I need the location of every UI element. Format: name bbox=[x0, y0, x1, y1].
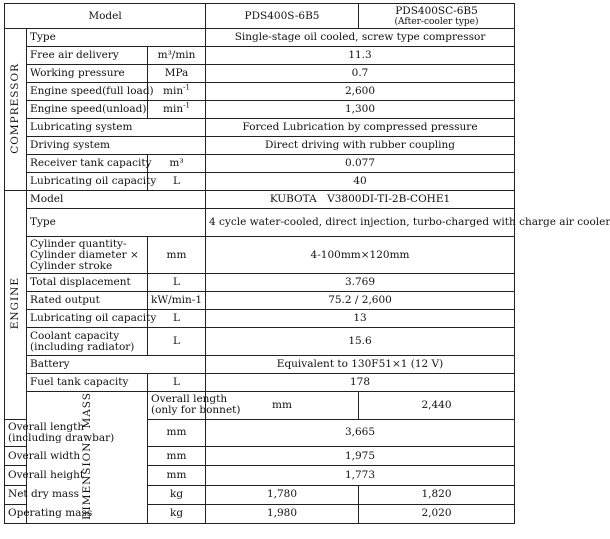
height-value: 1,773 bbox=[206, 466, 515, 485]
displacement-value: 3.769 bbox=[206, 274, 515, 292]
engine-oil-label: Lubricating oil capacity bbox=[27, 310, 148, 328]
air-delivery-unit: m³/min bbox=[148, 47, 206, 65]
height-label: Overall height bbox=[5, 466, 27, 485]
section-engine-label: ENGINE bbox=[9, 277, 21, 330]
table-row bbox=[5, 173, 515, 191]
rated-output-label: Rated output bbox=[27, 292, 148, 310]
working-pressure-value: 0.7 bbox=[206, 65, 515, 83]
displacement-label: Total displacement bbox=[27, 274, 148, 292]
rated-output-unit: kW/min-1 bbox=[148, 292, 206, 310]
table-row bbox=[5, 328, 515, 356]
length-bonnet-unit: mm bbox=[206, 392, 359, 420]
model-header: Model bbox=[5, 4, 206, 29]
air-delivery-value: 11.3 bbox=[206, 47, 515, 65]
engine-type-label: Type bbox=[27, 209, 206, 237]
speed-full-value: 2,600 bbox=[206, 83, 515, 101]
rated-output-value: 75.2 / 2,600 bbox=[206, 292, 515, 310]
section-dimension-label: DIMENSION · MASS bbox=[80, 392, 93, 520]
length-bonnet-line1: Overall length bbox=[151, 393, 228, 406]
operating-mass-value-a: 1,980 bbox=[206, 504, 359, 523]
length-bonnet-value: 2,440 bbox=[359, 392, 515, 420]
section-compressor-label: COMPRESSOR bbox=[9, 62, 21, 154]
table-row bbox=[5, 29, 515, 47]
specifications-table bbox=[4, 3, 610, 524]
air-delivery-label: Free air delivery bbox=[27, 47, 148, 65]
cylinder-value: 4-100mm×120mm bbox=[206, 237, 515, 274]
speed-unload-unit bbox=[148, 101, 206, 119]
net-dry-mass-value-a: 1,780 bbox=[206, 485, 359, 504]
speed-unload-unit-base: min bbox=[163, 103, 184, 115]
length-drawbar-label bbox=[5, 419, 115, 447]
fuel-tank-label: Fuel tank capacity bbox=[27, 374, 148, 392]
displacement-unit: L bbox=[148, 274, 206, 292]
lubricating-system-value: Forced Lubrication by compressed pressure bbox=[206, 119, 515, 137]
width-unit: mm bbox=[148, 447, 206, 466]
coolant-label-line2: (including radiator) bbox=[30, 340, 135, 353]
net-dry-mass-value-b: 1,820 bbox=[359, 485, 515, 504]
operating-mass-value-b: 2,020 bbox=[359, 504, 515, 523]
net-dry-mass-unit: kg bbox=[148, 485, 206, 504]
table-row bbox=[5, 274, 515, 292]
battery-label: Battery bbox=[27, 356, 206, 374]
speed-unload-label: Engine speed(unload) bbox=[27, 101, 148, 119]
lubricating-system-label: Lubricating system bbox=[27, 119, 206, 137]
compressor-type-label: Type bbox=[27, 29, 206, 47]
table-row bbox=[5, 374, 515, 392]
engine-oil-unit: L bbox=[148, 310, 206, 328]
width-label: Overall width bbox=[5, 447, 27, 466]
model-b-note: (After-cooler type) bbox=[394, 17, 479, 27]
battery-value: Equivalent to 130F51×1 (12 V) bbox=[206, 356, 515, 374]
width-value: 1,975 bbox=[206, 447, 515, 466]
operating-mass-label: Operating mass bbox=[5, 504, 27, 523]
model-b-name: PDS400SC-6B5 bbox=[395, 5, 478, 17]
speed-full-unit-base: min bbox=[163, 85, 184, 97]
length-bonnet-line2: (only for bonnet) bbox=[151, 404, 241, 417]
header-row bbox=[5, 4, 515, 29]
net-dry-mass-label: Net dry mass bbox=[5, 485, 27, 504]
length-drawbar-unit: mm bbox=[148, 419, 206, 447]
section-engine bbox=[5, 191, 27, 420]
compressor-oil-unit: L bbox=[148, 173, 206, 191]
table-row bbox=[5, 119, 515, 137]
engine-model-label: Model bbox=[27, 191, 206, 209]
table-row bbox=[5, 83, 515, 101]
driving-system-label: Driving system bbox=[27, 137, 206, 155]
table-row bbox=[5, 292, 515, 310]
fuel-tank-value: 178 bbox=[206, 374, 515, 392]
cylinder-label bbox=[27, 237, 148, 274]
table-row bbox=[5, 47, 515, 65]
table-row bbox=[5, 65, 515, 83]
cylinder-label-line3: Cylinder stroke bbox=[30, 259, 113, 272]
model-a-header: PDS400S-6B5 bbox=[206, 4, 359, 29]
speed-full-unit-exp: -1 bbox=[183, 83, 190, 92]
coolant-value: 15.6 bbox=[206, 328, 515, 356]
receiver-tank-label: Receiver tank capacity bbox=[27, 155, 148, 173]
length-drawbar-value: 3,665 bbox=[206, 419, 515, 447]
table-row bbox=[5, 392, 515, 420]
section-compressor bbox=[5, 29, 27, 191]
table-row bbox=[5, 101, 515, 119]
cylinder-unit: mm bbox=[148, 237, 206, 274]
engine-model-value: KUBOTA V3800DI-TI-2B-COHE1 bbox=[206, 191, 515, 209]
working-pressure-label: Working pressure bbox=[27, 65, 148, 83]
compressor-oil-value: 40 bbox=[206, 173, 515, 191]
table-row bbox=[5, 137, 515, 155]
coolant-label-line1: Coolant capacity bbox=[30, 329, 120, 342]
table-row bbox=[5, 155, 515, 173]
speed-full-label: Engine speed(full load) bbox=[27, 83, 148, 101]
table-row bbox=[5, 191, 515, 209]
length-drawbar-line1: Overall length bbox=[8, 420, 85, 433]
table-row bbox=[5, 209, 515, 237]
operating-mass-unit: kg bbox=[148, 504, 206, 523]
length-bonnet-label bbox=[148, 392, 241, 420]
receiver-tank-value: 0.077 bbox=[206, 155, 515, 173]
table-row bbox=[5, 237, 515, 274]
compressor-type-value: Single-stage oil cooled, screw type compressor bbox=[206, 29, 515, 47]
speed-full-unit bbox=[148, 83, 206, 101]
engine-oil-value: 13 bbox=[206, 310, 515, 328]
length-drawbar-line2: (including drawbar) bbox=[8, 431, 115, 444]
cylinder-label-line2: Cylinder diameter × bbox=[30, 248, 139, 261]
working-pressure-unit: MPa bbox=[148, 65, 206, 83]
receiver-tank-unit: m³ bbox=[148, 155, 206, 173]
model-b-header bbox=[359, 4, 515, 29]
table-row bbox=[5, 356, 515, 374]
coolant-label bbox=[27, 328, 148, 356]
compressor-oil-label: Lubricating oil capacity bbox=[27, 173, 148, 191]
driving-system-value: Direct driving with rubber coupling bbox=[206, 137, 515, 155]
cylinder-label-line1: Cylinder quantity- bbox=[30, 237, 127, 250]
coolant-unit: L bbox=[148, 328, 206, 356]
fuel-tank-unit: L bbox=[148, 374, 206, 392]
height-unit: mm bbox=[148, 466, 206, 485]
speed-unload-value: 1,300 bbox=[206, 101, 515, 119]
engine-type-value: 4 cycle water-cooled, direct injection, turbo-charged with charge air cooler bbox=[206, 209, 515, 237]
table-row bbox=[5, 310, 515, 328]
speed-unload-unit-exp: -1 bbox=[183, 101, 190, 110]
